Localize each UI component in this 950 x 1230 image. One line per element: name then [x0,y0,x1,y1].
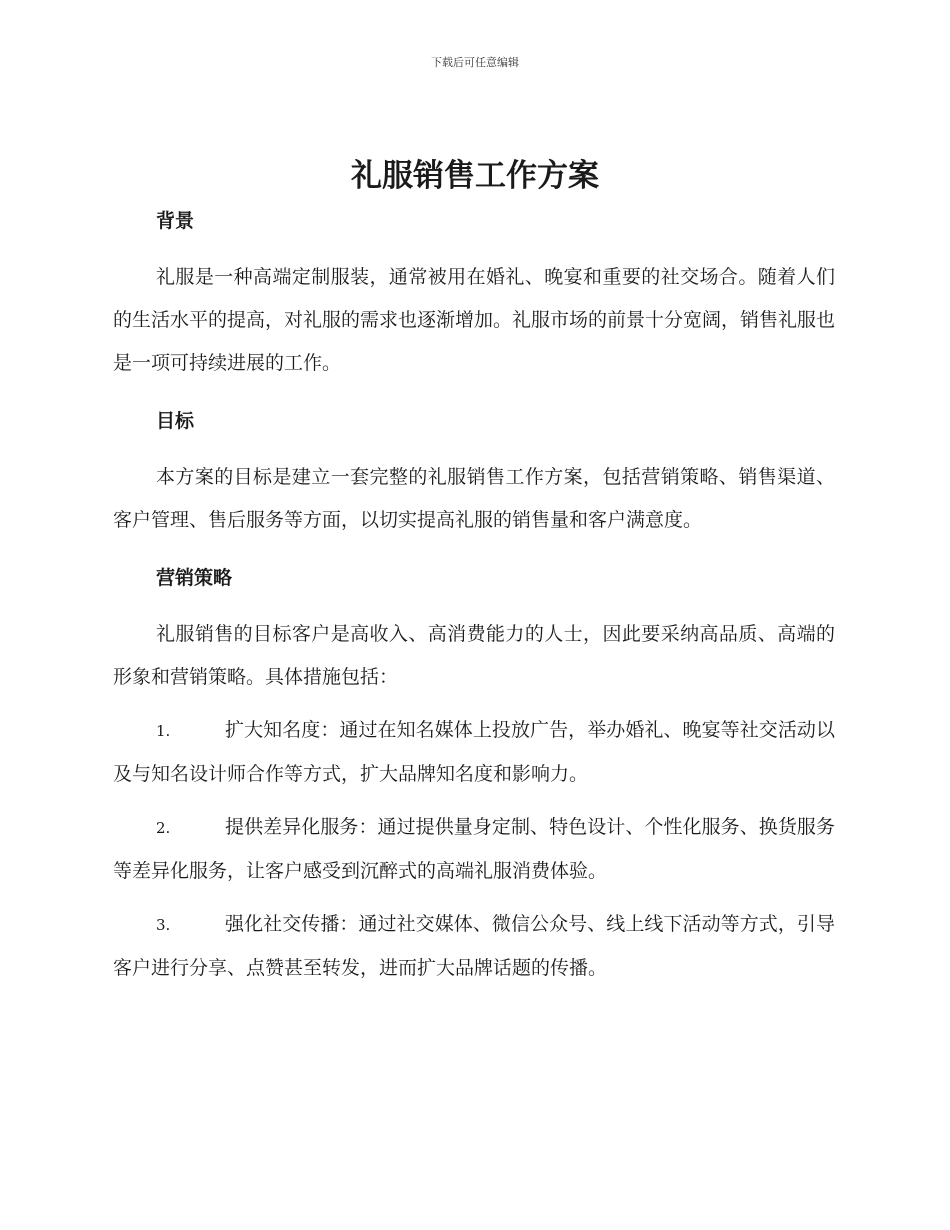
spacer [113,699,835,709]
list-number: 2. [156,819,171,837]
section-paragraph-marketing: 礼服销售的目标客户是高收入、高消费能力的人士，因此要采纳高品质、高端的形象和营销策略。具体措施包括： [113,623,835,688]
list-item [113,806,835,893]
list-item [113,709,835,796]
list-number: 1. [156,722,171,740]
list-number: 3. [156,916,171,934]
document-body [113,206,835,990]
spacer [113,542,835,563]
list-text: 扩大知名度：通过在知名媒体上投放广告，举办婚礼、晚宴等社交活动以及与知名设计师合作等方式，扩大品牌知名度和影响力。 [113,719,835,785]
spacer [113,385,835,406]
spacer [113,796,835,806]
section-paragraph-goal: 本方案的目标是建立一套完整的礼服销售工作方案，包括营销策略、销售渠道、客户管理、售后服务等方面，以切实提高礼服的销售量和客户满意度。 [113,466,835,531]
list-text: 提供差异化服务：通过提供量身定制、特色设计、个性化服务、换货服务等差异化服务，让客户感受到沉醉式的高端礼服消费体验。 [113,816,835,882]
section-heading-marketing: 营销策略 [156,567,233,589]
section-heading-background: 背景 [156,210,195,232]
spacer [113,893,835,903]
spacer [113,436,835,456]
spacer [113,593,835,613]
section-paragraph-background: 礼服是一种高端定制服装，通常被用在婚礼、晚宴和重要的社交场合。随着人们的生活水平的提高，对礼服的需求也逐渐增加。礼服市场的前景十分宽阔，销售礼服也是一项可持续进展的工作。 [113,266,836,374]
document-title: 礼服销售工作方案 [351,158,599,194]
section-heading-goal: 目标 [156,410,195,432]
list-text: 强化社交传播：通过社交媒体、微信公众号、线上线下活动等方式，引导客户进行分享、点赞甚至转发，进而扩大品牌话题的传播。 [113,913,835,979]
spacer [113,236,835,256]
header-note: 下载后可任意编辑 [431,56,519,69]
list-item [113,903,835,990]
